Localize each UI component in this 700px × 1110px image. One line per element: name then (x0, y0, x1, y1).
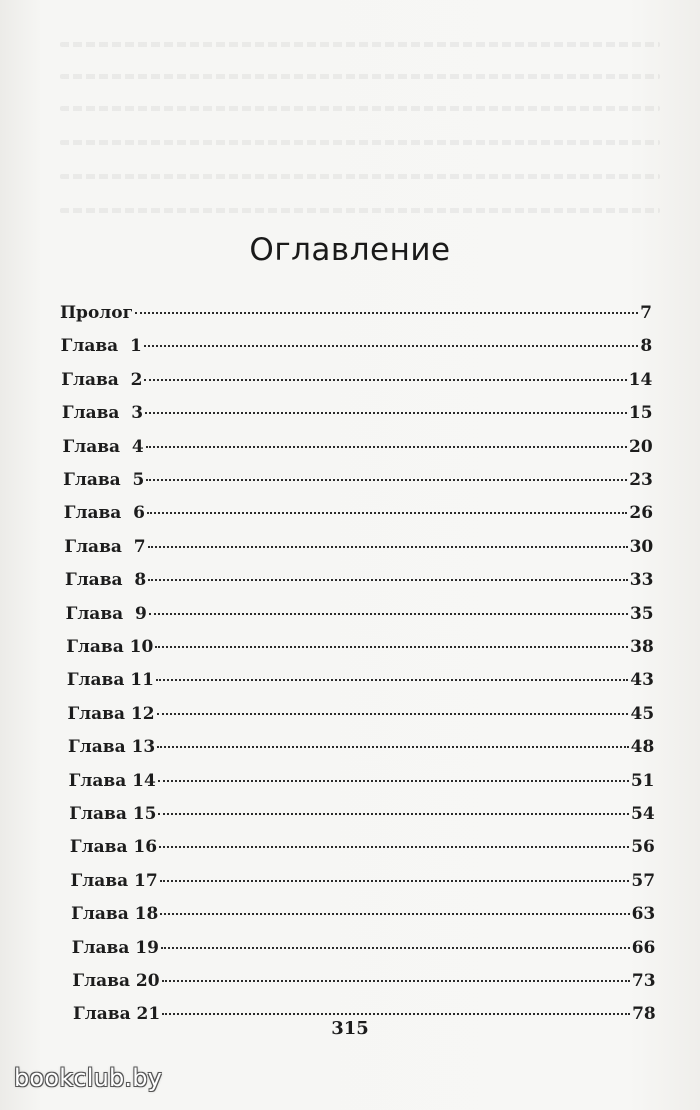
toc-entry-label: Глава 8 (64, 570, 147, 591)
dot-leader (144, 345, 638, 347)
toc-entry-page: 45 (630, 703, 655, 724)
toc-entry (62, 437, 652, 467)
toc-entry-label: Глава 9 (65, 603, 147, 624)
toc-entry (70, 837, 655, 867)
toc-entry (72, 971, 655, 1001)
toc-entry-page: 48 (630, 737, 655, 758)
dot-leader (145, 412, 627, 414)
dot-leader (144, 379, 626, 381)
toc-entry-label: Глава 4 (62, 436, 144, 457)
toc-entry-label: Глава 10 (66, 637, 154, 657)
toc-entry-label: Глава 7 (64, 536, 146, 557)
toc-entry (64, 503, 653, 533)
dot-leader (146, 446, 627, 448)
toc-entry-page: 66 (631, 937, 656, 958)
dot-leader (158, 813, 629, 815)
toc-entry (68, 737, 654, 767)
toc-entry-page: 73 (631, 971, 656, 991)
dot-leader (149, 613, 628, 615)
toc-entry-page: 14 (628, 369, 653, 390)
toc-title: Оглавление (249, 232, 451, 268)
toc-entry (67, 670, 654, 700)
toc-entry (71, 871, 656, 901)
dot-leader (146, 479, 627, 481)
toc-entry-label: Глава 21 (73, 1004, 161, 1025)
dot-leader (156, 679, 628, 681)
toc-entry-page: 20 (629, 436, 653, 457)
dot-leader (162, 980, 630, 982)
dot-leader (162, 1013, 630, 1015)
toc-entry-page: 7 (640, 303, 652, 323)
toc-entry-page: 15 (628, 403, 653, 424)
toc-entry-label: Глава 2 (61, 369, 143, 390)
toc-entry-page: 78 (632, 1004, 656, 1025)
toc-entry-label: Глава 3 (61, 403, 144, 424)
toc-entry-label: Глава 11 (66, 670, 154, 691)
toc-entry-label: Глава 13 (68, 737, 156, 758)
toc-entry (66, 637, 654, 667)
toc-entry-page: 26 (629, 503, 654, 524)
toc-entry (63, 470, 653, 500)
toc-entry-page: 51 (630, 770, 655, 791)
toc-entry-page: 56 (631, 837, 655, 858)
dot-leader (147, 512, 627, 514)
toc-entry-page: 33 (629, 570, 654, 591)
dot-leader (157, 713, 629, 715)
bleed-through-line (60, 140, 660, 145)
dot-leader (160, 880, 630, 882)
toc-entry-page: 43 (630, 670, 654, 691)
toc-entry-label: Глава 16 (69, 837, 158, 858)
toc-entry-label: Пролог (60, 303, 134, 323)
toc-entry (67, 704, 654, 734)
toc-entry-page: 63 (631, 904, 656, 925)
toc-entry (62, 403, 653, 433)
bleed-through-line (60, 42, 660, 47)
toc-entry-page: 35 (629, 603, 654, 624)
toc-entry (65, 570, 653, 600)
dot-leader (155, 646, 628, 648)
toc-entry-page: 23 (629, 470, 653, 490)
page-number: 315 (331, 1018, 369, 1039)
watermark-logo: bookclub.by (14, 1064, 163, 1092)
toc-entry (71, 904, 655, 934)
dot-leader (160, 913, 629, 915)
toc-entry-label: Глава 12 (67, 703, 155, 724)
toc-entry-page: 38 (630, 637, 654, 657)
bleed-through-line (60, 74, 660, 79)
toc-entry-page: 57 (631, 870, 656, 891)
toc-entry-label: Глава 15 (69, 804, 157, 824)
toc-entry (61, 370, 652, 400)
dot-leader (161, 947, 630, 949)
toc-entry-label: Глава 1 (60, 336, 142, 357)
bleed-through-line (60, 174, 660, 179)
toc-entry-label: Глава 17 (70, 870, 158, 891)
dot-leader (148, 546, 628, 548)
toc-entry-page: 30 (629, 536, 654, 557)
toc-entry (72, 938, 656, 968)
toc-entry (66, 604, 654, 634)
toc-entry-label: Глава 20 (72, 971, 160, 991)
toc-entry-page: 8 (640, 336, 653, 357)
toc-entry (64, 537, 653, 567)
toc-entry-page: 54 (631, 804, 655, 824)
bleed-through-line (60, 106, 660, 111)
toc-entry-label: Глава 18 (71, 904, 159, 925)
dot-leader (148, 579, 628, 581)
dot-leader (158, 780, 629, 782)
toc-entry (60, 303, 652, 333)
toc-entry-label: Глава 14 (68, 770, 156, 791)
toc-entry-label: Глава 6 (63, 503, 145, 524)
toc-entry-label: Глава 19 (71, 937, 159, 958)
dot-leader (157, 746, 628, 748)
toc-entry-label: Глава 5 (63, 470, 145, 490)
toc-entry (61, 336, 653, 366)
bleed-through-line (60, 208, 660, 213)
dot-leader (159, 846, 629, 848)
toc-entry (69, 804, 654, 834)
dot-leader (135, 312, 638, 314)
toc-entry (69, 771, 655, 801)
